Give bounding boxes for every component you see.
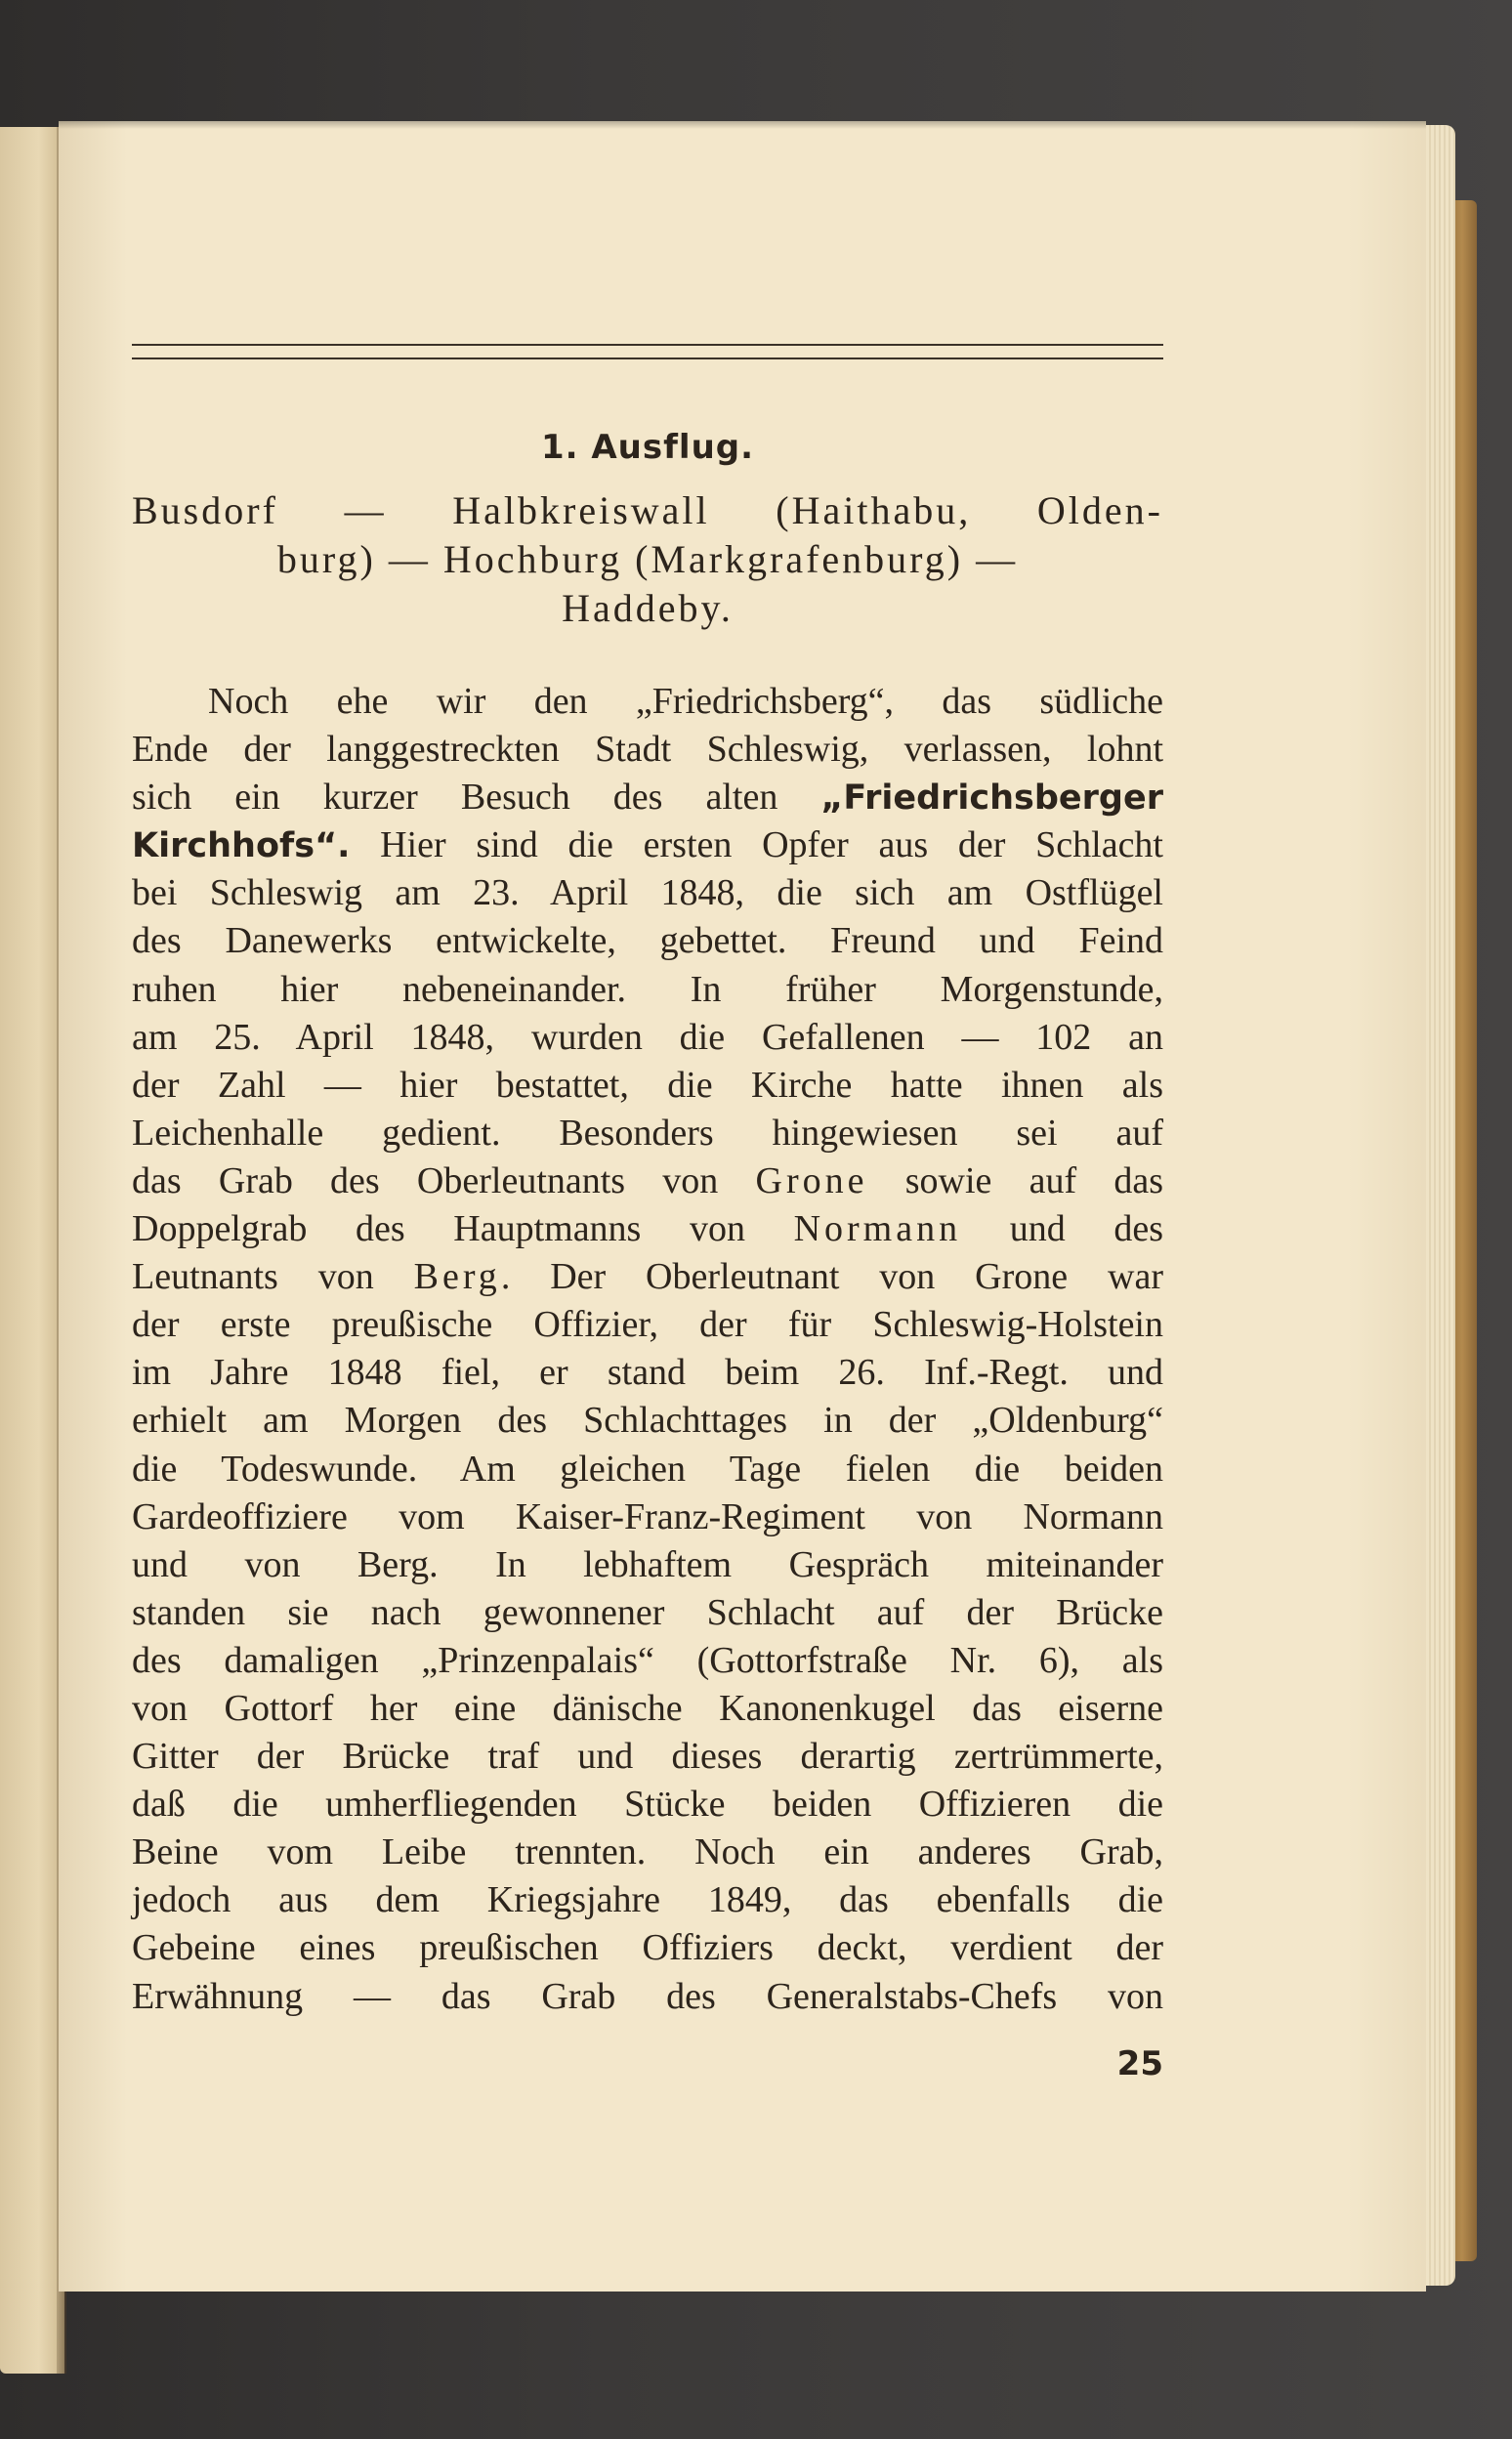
body-line	[132, 1253, 1163, 1301]
subtitle-line: burg) — Hochburg (Markgrafenburg) —	[276, 537, 1019, 581]
body-line	[132, 821, 1163, 869]
body-line: Noch ehe wir den „Friedrichsberg“, das südliche	[208, 681, 1163, 722]
body-line-segment: Hier sind die ersten Opfer aus der Schlacht	[350, 824, 1163, 866]
body-line: Erwähnung — das Grab des Generalstabs-Chefs von	[132, 1975, 1163, 2017]
body-line	[132, 1157, 1163, 1205]
previous-page-edge	[0, 127, 64, 2374]
body-line-segment: das Grab des Oberleutnants von	[132, 1159, 756, 1201]
body-line-segment: . Der Oberleutnant von Grone war	[500, 1256, 1163, 1298]
body-line: Gitter der Brücke traf und dieses derartig zertrümmerte,	[132, 1736, 1163, 1778]
body-line: der Zahl — hier bestattet, die Kirche hatte ihnen als	[132, 1064, 1163, 1106]
body-line-segment: Grone	[755, 1159, 868, 1201]
body-line: standen sie nach gewonnener Schlacht auf der Brücke	[132, 1591, 1163, 1633]
body-line: Gebeine eines preußischen Offiziers deckt, verdient der	[132, 1927, 1163, 1969]
body-line: des damaligen „Prinzenpalais“ (Gottorfstraße Nr. 6), als	[132, 1639, 1163, 1681]
subtitle-line: Haddeby.	[562, 586, 734, 630]
page-number: 25	[1116, 2044, 1163, 2083]
body-line: die Todeswunde. Am gleichen Tage fielen die beiden	[132, 1448, 1163, 1490]
body-line-segment: und des	[961, 1208, 1163, 1250]
route-subtitle	[132, 486, 1163, 633]
body-line: am 25. April 1848, wurden die Gefallenen — 102 an	[132, 1016, 1163, 1058]
body-line-segment: Kirchhofs“.	[132, 826, 351, 866]
body-line: erhielt am Morgen des Schlachttages in der „Oldenburg“	[132, 1400, 1163, 1442]
body-line: bei Schleswig am 23. April 1848, die sich am Ostflügel	[132, 872, 1163, 914]
body-line-segment: sich ein kurzer Besuch des alten	[132, 777, 821, 819]
body-line: Ende der langgestreckten Stadt Schleswig, verlassen, lohnt	[132, 729, 1163, 771]
body-line-segment: „Friedrichsberger	[820, 778, 1163, 819]
body-line: daß die umherfliegenden Stücke beiden Offizieren die	[132, 1784, 1163, 1826]
top-rule	[132, 344, 1163, 346]
body-line: der erste preußische Offizier, der für Schleswig-Holstein	[132, 1304, 1163, 1346]
body-line: ruhen hier nebeneinander. In früher Morgenstunde,	[132, 968, 1163, 1010]
body-line: jedoch aus dem Kriegsjahre 1849, das ebenfalls die	[132, 1879, 1163, 1921]
body-line: und von Berg. In lebhaftem Gespräch miteinander	[132, 1543, 1163, 1585]
body-line-segment: Doppelgrab des Hauptmanns von	[132, 1208, 794, 1250]
body-line	[132, 774, 1163, 821]
body-line: des Danewerks entwickelte, gebettet. Freund und Feind	[132, 920, 1163, 962]
chapter-heading: 1. Ausflug.	[540, 428, 755, 467]
subtitle-line: Busdorf — Halbkreiswall (Haithabu, Olden-	[132, 488, 1163, 532]
body-line-segment: Leutnants von	[132, 1256, 414, 1298]
body-line: Beine vom Leibe trennten. Noch ein anderes Grab,	[132, 1831, 1163, 1873]
body-line-segment: Normann	[793, 1208, 962, 1250]
top-rule-second	[132, 357, 1163, 359]
body-line-segment: sowie auf das	[867, 1159, 1163, 1201]
body-text	[132, 678, 1163, 2021]
body-line: im Jahre 1848 fiel, er stand beim 26. Inf.-Regt. und	[132, 1352, 1163, 1394]
body-line: Gardeoffiziere vom Kaiser-Franz-Regiment von Normann	[132, 1495, 1163, 1537]
body-line: Leichenhalle gedient. Besonders hingewiesen sei auf	[132, 1112, 1163, 1154]
body-line	[132, 1205, 1163, 1253]
body-line-segment: Berg	[413, 1256, 501, 1298]
body-line: von Gottorf her eine dänische Kanonenkugel das eiserne	[132, 1687, 1163, 1729]
page-top-shadow	[59, 121, 1426, 129]
